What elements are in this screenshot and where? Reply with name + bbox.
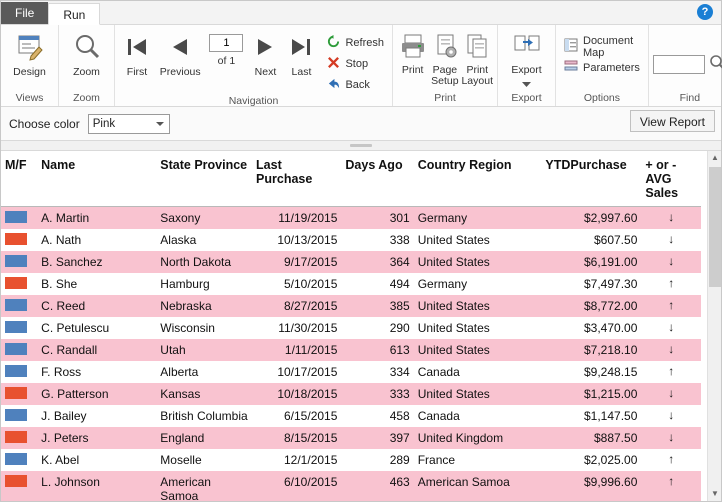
female-swatch	[5, 233, 27, 245]
arrow-down-icon: ↓	[641, 339, 701, 361]
cell-last-purchase: 10/18/2015	[252, 383, 341, 405]
scroll-down-icon[interactable]: ▼	[711, 489, 719, 498]
cell-days-ago: 338	[389, 233, 410, 247]
male-swatch	[5, 255, 27, 267]
previous-page-icon	[167, 34, 193, 63]
cell-ytd: $7,218.10	[541, 339, 641, 361]
cell-country: Germany	[414, 207, 542, 230]
ribbon-group-zoom-title: Zoom	[73, 92, 100, 104]
cell-country: Canada	[417, 409, 460, 423]
cell-ytd: $887.50	[541, 427, 641, 449]
page-setup-label: Page Setup	[431, 64, 459, 87]
cell-days-ago: 364	[341, 251, 413, 273]
print-label: Print	[401, 64, 424, 76]
cell-days-ago: 385	[341, 295, 413, 317]
cell-gender	[1, 251, 37, 273]
cell-gender	[1, 339, 37, 361]
find-icon[interactable]	[709, 54, 722, 75]
page-of-label: of 1	[217, 55, 236, 67]
column-header-name: Name	[37, 151, 156, 207]
cell-state: Wisconsin	[160, 321, 215, 335]
cell-last-purchase: 10/17/2015	[277, 365, 338, 379]
cell-last-purchase: 8/27/2015	[252, 295, 341, 317]
cell-days-ago: 613	[341, 339, 413, 361]
find-input[interactable]	[653, 55, 705, 74]
table-row	[1, 273, 701, 295]
cell-state: Kansas	[156, 383, 252, 405]
back-button[interactable]	[323, 74, 388, 95]
refresh-button[interactable]	[323, 32, 388, 53]
stop-label: Stop	[345, 57, 369, 70]
choose-color-label: Choose color	[9, 116, 80, 131]
print-button[interactable]	[397, 30, 428, 76]
first-page-label: First	[126, 66, 148, 78]
ribbon-tabstrip	[1, 1, 721, 25]
cell-gender	[1, 361, 37, 383]
cell-ytd: $6,191.00	[541, 251, 641, 273]
last-page-icon	[288, 34, 314, 63]
cell-name: C. Petulescu	[41, 321, 110, 335]
cell-days-ago: 397	[341, 427, 413, 449]
export-label: Export	[511, 64, 542, 76]
column-header-mf: M/F	[1, 151, 37, 207]
cell-name: G. Patterson	[37, 383, 156, 405]
cell-gender	[1, 471, 37, 501]
cell-state: Saxony	[156, 207, 252, 230]
cell-last-purchase: 1/11/2015	[252, 339, 341, 361]
cell-name: C. Reed	[37, 295, 156, 317]
cell-country: United Kingdom	[414, 427, 542, 449]
cell-state: Nebraska	[156, 295, 252, 317]
refresh-label: Refresh	[345, 36, 384, 49]
document-map-label: Document Map	[583, 34, 634, 59]
cell-days-ago: 289	[389, 453, 410, 467]
arrow-down-icon: ↓	[668, 408, 675, 422]
ribbon-group-export-title: Export	[511, 92, 542, 104]
table-row	[1, 427, 701, 449]
arrow-down-icon: ↓	[668, 320, 675, 334]
table-row	[1, 251, 701, 273]
table-row	[1, 207, 701, 230]
cell-ytd: $2,997.60	[541, 207, 641, 230]
arrow-down-icon: ↓	[641, 383, 701, 405]
choose-color-value: Pink	[92, 117, 116, 130]
print-layout-button[interactable]	[461, 30, 493, 87]
male-swatch	[5, 321, 27, 333]
cell-last-purchase: 11/30/2015	[278, 321, 338, 335]
report-body	[1, 151, 721, 501]
cell-country: France	[417, 453, 456, 467]
cell-last-purchase: 9/17/2015	[252, 251, 341, 273]
design-icon	[15, 32, 45, 65]
cell-country: Germany	[417, 277, 468, 291]
table-row	[1, 361, 701, 383]
parameters-icon	[564, 59, 578, 76]
export-button[interactable]	[502, 30, 551, 90]
table-row	[1, 405, 701, 427]
print-layout-label: Print Layout	[461, 64, 493, 87]
parameters-label: Parameters	[583, 61, 640, 74]
table-row	[1, 295, 701, 317]
ribbon-group-navigation	[115, 25, 393, 106]
cell-state: Utah	[156, 339, 252, 361]
cell-last-purchase: 12/1/2015	[284, 453, 338, 467]
column-header-ytd: YTDPurchase	[541, 151, 641, 207]
cell-name: A. Nath	[41, 233, 82, 247]
stop-button[interactable]	[323, 53, 388, 74]
cell-ytd: $3,470.00	[583, 321, 638, 335]
cell-gender	[1, 295, 37, 317]
female-swatch	[5, 475, 27, 487]
cell-ytd: $8,772.00	[541, 295, 641, 317]
arrow-up-icon: ↑	[668, 276, 675, 290]
cell-state: Alaska	[160, 233, 197, 247]
cell-ytd: $1,147.50	[583, 409, 638, 423]
cell-gender	[1, 449, 37, 471]
cell-name: K. Abel	[41, 453, 80, 467]
cell-ytd: $9,248.15	[583, 365, 638, 379]
cell-gender	[1, 317, 37, 339]
ribbon-group-export	[498, 25, 556, 106]
column-header-country: Country Region	[414, 151, 542, 207]
cell-gender	[1, 273, 37, 295]
print-layout-icon	[463, 32, 491, 63]
cell-country: American Samoa	[414, 471, 542, 501]
cell-gender	[1, 405, 37, 427]
table-row	[1, 229, 701, 251]
first-page-icon	[124, 34, 150, 63]
ribbon-group-print	[393, 25, 498, 106]
document-map-button[interactable]	[560, 36, 644, 57]
printer-icon	[399, 32, 427, 63]
last-page-button[interactable]	[283, 30, 319, 78]
table-header-row	[1, 151, 701, 207]
table-row	[1, 449, 701, 471]
document-map-icon	[564, 38, 578, 55]
male-swatch	[5, 453, 27, 465]
cell-state: American Samoa	[156, 471, 252, 501]
page-setup-icon	[431, 32, 459, 63]
report-rows	[1, 207, 701, 502]
design-button[interactable]	[5, 30, 54, 78]
zoom-icon	[72, 32, 102, 65]
scroll-up-icon[interactable]: ▲	[711, 153, 719, 162]
arrow-up-icon: ↑	[668, 452, 675, 466]
cell-state: British Columbia	[160, 409, 248, 423]
female-swatch	[5, 277, 27, 289]
ribbon-group-options	[556, 25, 649, 106]
arrow-down-icon: ↓	[668, 232, 675, 246]
ribbon	[1, 25, 721, 107]
male-swatch	[5, 343, 27, 355]
parameter-bar	[1, 107, 721, 141]
next-page-icon	[252, 34, 278, 63]
ribbon-group-views-title: Views	[15, 92, 44, 104]
ribbon-group-find	[649, 25, 722, 106]
table-row	[1, 383, 701, 405]
cell-days-ago: 333	[341, 383, 413, 405]
column-header-avg: + or - AVG Sales	[641, 151, 701, 207]
page-setup-button[interactable]	[428, 30, 461, 87]
cell-name: A. Martin	[37, 207, 156, 230]
cell-gender	[1, 207, 37, 230]
cell-name: L. Johnson	[37, 471, 156, 501]
table-row	[1, 339, 701, 361]
ribbon-group-print-title: Print	[434, 92, 456, 104]
cell-last-purchase: 10/13/2015	[277, 233, 338, 247]
arrow-up-icon: ↑	[641, 471, 701, 501]
design-button-label: Design	[13, 66, 46, 78]
tab-run[interactable]: Run	[48, 3, 100, 25]
view-report-button[interactable]: View Report	[630, 110, 715, 132]
cell-ytd: $9,996.60	[541, 471, 641, 501]
cell-country: United States	[417, 321, 490, 335]
cell-name: B. She	[41, 277, 78, 291]
ribbon-group-find-title: Find	[679, 92, 701, 104]
cell-days-ago: 458	[389, 409, 410, 423]
refresh-icon	[327, 35, 340, 51]
help-icon[interactable]: ?	[697, 4, 713, 20]
cell-country: United States	[417, 233, 490, 247]
vertical-scrollbar[interactable]	[707, 151, 721, 501]
previous-page-label: Previous	[159, 66, 201, 78]
splitter-grip	[350, 144, 372, 147]
female-swatch	[5, 431, 27, 443]
cell-gender	[1, 383, 37, 405]
first-page-button[interactable]	[119, 30, 155, 78]
cell-state: North Dakota	[156, 251, 252, 273]
cell-last-purchase: 6/15/2015	[284, 409, 338, 423]
arrow-down-icon: ↓	[641, 251, 701, 273]
ribbon-group-zoom	[59, 25, 115, 106]
parameter-splitter[interactable]	[1, 141, 721, 151]
cell-name: J. Bailey	[41, 409, 87, 423]
male-swatch	[5, 211, 27, 223]
parameters-button[interactable]	[560, 57, 644, 78]
ribbon-group-navigation-title: Navigation	[228, 95, 279, 107]
stop-icon	[327, 56, 340, 72]
cell-country: United States	[414, 339, 542, 361]
zoom-button-label: Zoom	[73, 66, 100, 78]
cell-country: United States	[414, 383, 542, 405]
cell-state: England	[156, 427, 252, 449]
cell-days-ago: 494	[389, 277, 410, 291]
male-swatch	[5, 365, 27, 377]
column-header-state: State Province	[156, 151, 252, 207]
cell-ytd: $1,215.00	[541, 383, 641, 405]
cell-name: J. Peters	[37, 427, 156, 449]
cell-days-ago: 301	[341, 207, 413, 230]
cell-name: C. Randall	[37, 339, 156, 361]
cell-last-purchase: 8/15/2015	[252, 427, 341, 449]
male-swatch	[5, 409, 27, 421]
column-header-days-ago: Days Ago	[341, 151, 413, 207]
page-number-input[interactable]	[209, 34, 243, 52]
cell-state: Hamburg	[160, 277, 210, 291]
previous-page-button[interactable]	[155, 30, 205, 78]
table-row	[1, 471, 701, 501]
cell-country: United States	[414, 295, 542, 317]
ribbon-group-views	[1, 25, 59, 106]
cell-name: B. Sanchez	[37, 251, 156, 273]
arrow-up-icon: ↑	[668, 364, 675, 378]
ribbon-group-options-title: Options	[583, 92, 621, 104]
cell-last-purchase: 11/19/2015	[252, 207, 341, 230]
male-swatch	[5, 299, 27, 311]
chevron-down-icon[interactable]	[522, 76, 531, 90]
table-row	[1, 317, 701, 339]
column-header-last-purchase: Last Purchase	[252, 151, 341, 207]
female-swatch	[5, 387, 27, 399]
back-icon	[327, 77, 340, 93]
export-icon	[512, 32, 542, 63]
cell-name: F. Ross	[41, 365, 82, 379]
next-page-button[interactable]	[247, 30, 283, 78]
chevron-down-icon	[156, 122, 164, 126]
last-page-label: Last	[291, 66, 312, 78]
arrow-down-icon: ↓	[641, 207, 701, 230]
cell-country: Canada	[417, 365, 460, 379]
cell-ytd: $7,497.30	[583, 277, 638, 291]
cell-state: Moselle	[160, 453, 202, 467]
zoom-button[interactable]	[63, 30, 110, 78]
cell-ytd: $607.50	[593, 233, 638, 247]
back-label: Back	[345, 78, 370, 91]
cell-days-ago: 290	[389, 321, 410, 335]
cell-last-purchase: 5/10/2015	[284, 277, 338, 291]
next-page-label: Next	[254, 66, 277, 78]
page-number-box	[205, 30, 247, 67]
arrow-down-icon: ↓	[641, 427, 701, 449]
cell-days-ago: 334	[389, 365, 410, 379]
arrow-up-icon: ↑	[641, 295, 701, 317]
report-table	[1, 151, 701, 501]
cell-last-purchase: 6/10/2015	[252, 471, 341, 501]
cell-state: Alberta	[160, 365, 199, 379]
cell-gender	[1, 229, 37, 251]
tab-file[interactable]: File	[1, 2, 48, 24]
cell-country: United States	[414, 251, 542, 273]
cell-gender	[1, 427, 37, 449]
cell-days-ago: 463	[341, 471, 413, 501]
choose-color-dropdown[interactable]	[88, 114, 170, 134]
cell-ytd: $2,025.00	[583, 453, 638, 467]
scrollbar-thumb[interactable]	[709, 167, 721, 287]
